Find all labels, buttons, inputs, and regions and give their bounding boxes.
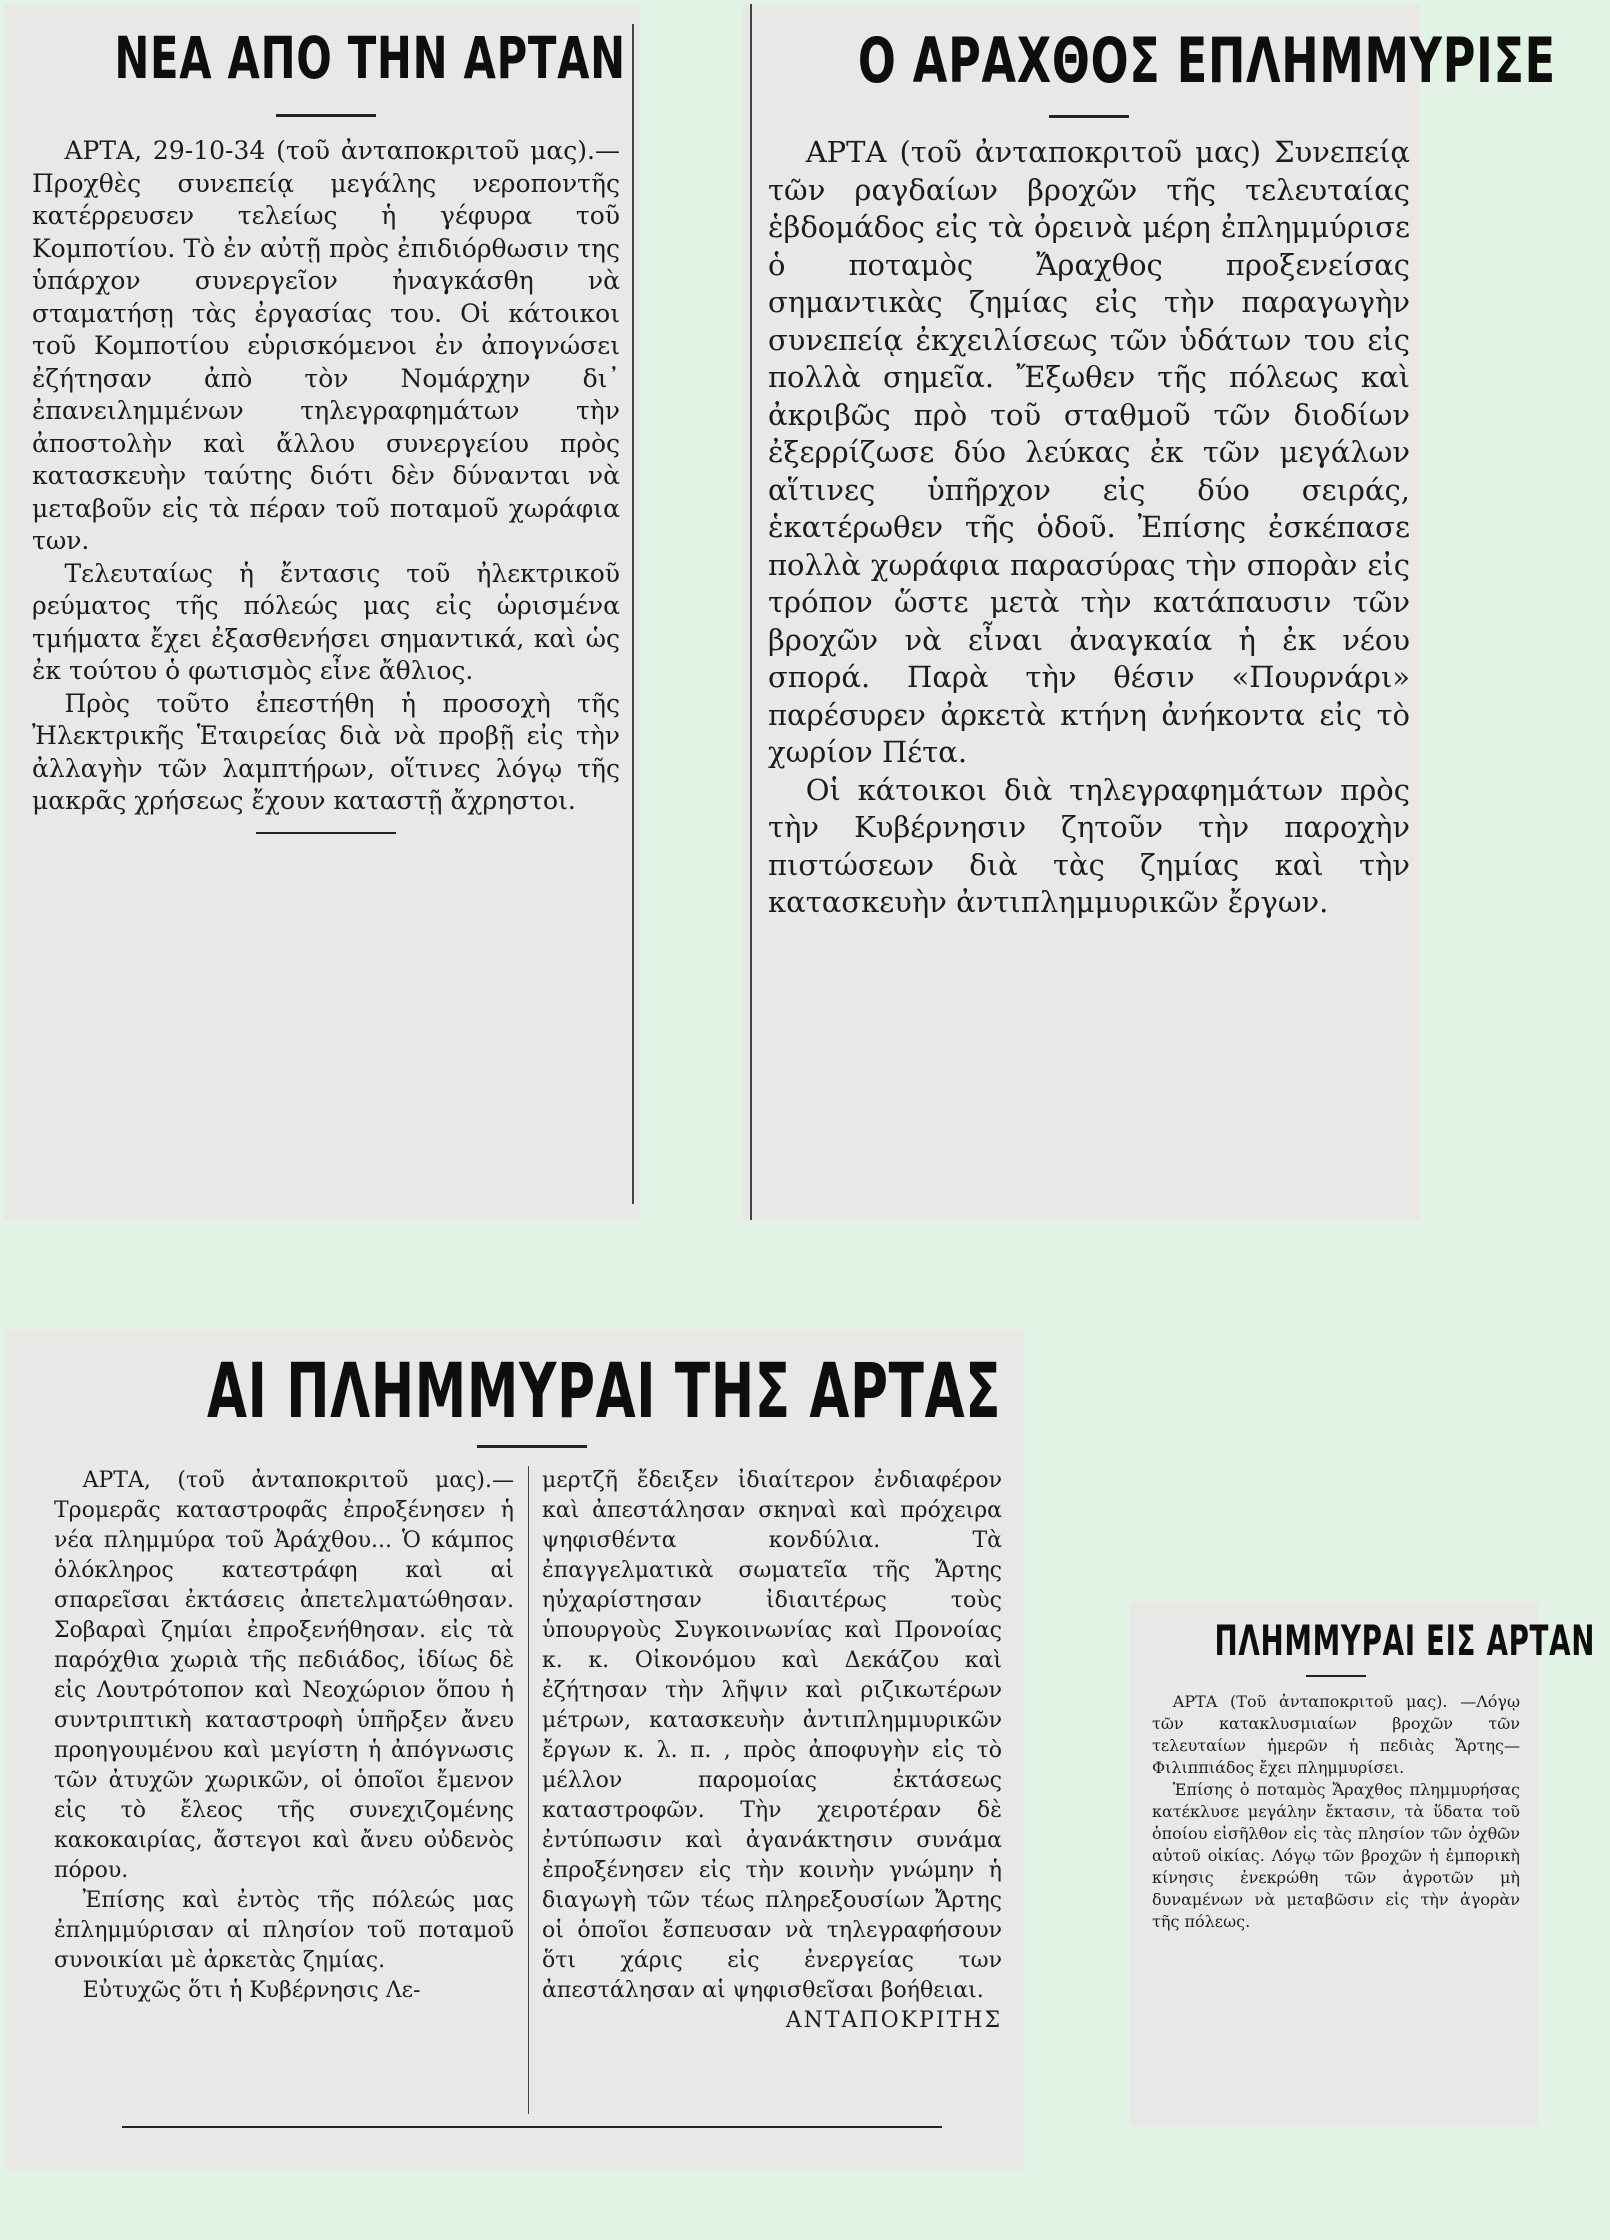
headline-rule bbox=[1306, 1675, 1366, 1677]
headline-floods-of-arta: ΑΙ ΠΛΗΜΜΥΡΑΙ ΤΗΣ ΑΡΤΑΣ bbox=[206, 1346, 1002, 1435]
clipping-arachthos-flooded bbox=[742, 4, 1556, 1220]
headline-rule bbox=[1049, 115, 1129, 118]
column-divider bbox=[750, 4, 752, 1220]
article-paragraph: ΑΡΤΑ (Τοῦ ἀνταποκριτοῦ μας). —Λόγῳ τῶν κατακλυσμιαίων βροχῶν τῶν τελευταίων ἡμερῶν ἡ πεδιὰς Ἄρτης—Φιλιππιάδος ἔχει πλημμυρίσει. bbox=[1152, 1692, 1520, 1777]
column-divider bbox=[528, 1466, 529, 2114]
article-paragraph: Ἐπίσης ὁ ποταμὸς Ἄραχθος πλημμυρήσας κατέκλυσε μεγάλην ἔκτασιν, τὰ ὕδατα τοῦ ὁποίου εἰσῆλθον εἰς τὰς πλησίον τῶν ὀχθῶν αὐτοῦ οἰκίας. Λόγῳ τῶν βροχῶν ἡ ἐμπορικὴ κίνησις ἐνεκρώθη τῶν ἀγροτῶν μὴ δυναμένων νὰ μεταβῶσιν εἰς τὴν ἀγορὰν τῆς πόλεως. bbox=[1152, 1780, 1520, 1931]
clipping-arta-news bbox=[4, 4, 640, 1220]
headline-arachthos-flooded: Ο ΑΡΑΧΘΟΣ ΕΠΛΗΜΜΥΡΙΣΕ bbox=[857, 24, 1556, 97]
end-rule bbox=[122, 2126, 942, 2128]
end-rule bbox=[256, 832, 396, 834]
clipping-floods-in-arta bbox=[1130, 1602, 1596, 2126]
signature: ΑΝΤΑΠΟΚΡΙΤΗΣ bbox=[785, 2008, 1002, 2033]
headline-arta-news: ΝΕΑ ΑΠΟ ΤΗΝ ΑΡΤΑΝ bbox=[114, 24, 626, 92]
article-paragraph: Πρὸς τοῦτο ἐπεστήθη ἡ προσοχὴ τῆς Ἠλεκτρικῆς Ἑταιρείας διὰ νὰ προβῇ εἰς τὴν ἀλλαγὴν τῶν λαμπτήρων, οἵτινες λόγῳ τῆς μακρᾶς χρήσεως ἔχουν καταστῇ ἄχρηστοι. bbox=[32, 688, 620, 815]
clipping-floods-of-arta bbox=[4, 1330, 1024, 2170]
article-paragraph: Τελευταίως ἡ ἔντασις τοῦ ἠλεκτρικοῦ ρεύματος τῆς πόλεώς μας εἰς ὡρισμένα τμήματα ἔχει ἐξασθενήσει σημαντικά, καὶ ὡς ἐκ τούτου ὁ φωτισμὸς εἶνε ἄθλιος. bbox=[32, 558, 620, 685]
headline-rule bbox=[477, 1445, 587, 1448]
article-paragraph: Οἱ κάτοικοι διὰ τηλεγραφημάτων πρὸς τὴν Κυβέρνησιν ζητοῦν τὴν παροχὴν πιστώσεων διὰ τὰς ζημίας καὶ τὴν κατασκευὴν ἀντιπλημμυρικῶν ἔργων. bbox=[768, 772, 1410, 919]
article-paragraph: ΑΡΤΑ, (τοῦ ἀνταποκριτοῦ μας).— Τρομερᾶς καταστροφᾶς ἐπροξένησεν ἡ νέα πλημμύρα τοῦ Ἀράχθου... Ὁ κάμπος ὁλόκληρος κατεστράφη καὶ αἱ σπαρεῖσαι ἐκτάσεις ἀπετελματώθησαν. Σοβαραὶ ζημίαι ἐπροξενήθησαν. εἰς τὰ παρόχθια χωριὰ τῆς πεδιάδος, ἰδίως δὲ εἰς Λουτρότοπον καὶ Νεοχώριον ὅπου ἡ συντριπτικὴ καταστροφὴ ὑπῆρξεν ἄνευ προηγουμένου καὶ μεγίστη ἡ ἀπόγνωσις τῶν ἀτυχῶν χωρικῶν, οἱ ὁποῖοι ἔμενον εἰς τὸ ἔλεος τῆς συνεχιζομένης κακοκαιρίας, ἄστεγοι καὶ ἄνευ οὐδενὸς πόρου. bbox=[54, 1468, 514, 1883]
article-paragraph: ΑΡΤΑ, 29-10-34 (τοῦ ἀνταποκριτοῦ μας).—Προχθὲς συνεπείᾳ μεγάλης νεροποντῆς κατέρρευσεν τελείως ἡ γέφυρα τοῦ Κομποτίου. Τὸ ἐν αὐτῇ πρὸς ἐπιδιόρθωσιν της ὑπάρχον συνεργεῖον ἠναγκάσθη νὰ σταματήσῃ τὰς ἐργασίας του. Οἱ κάτοικοι τοῦ Κομποτίου εὑρισκόμενοι ἐν ἀπογνώσει ἐζήτησαν ἀπὸ τὸν Νομάρχην δι᾽ ἐπανειλημμένων τηλεγραφημάτων τὴν ἀποστολὴν καὶ ἄλλου συνεργείου πρὸς κατασκευὴν ταύτης διότι δὲν δύνανται νὰ μεταβοῦν εἰς τὰ πέραν τοῦ ποταμοῦ χωράφια των. bbox=[32, 136, 620, 555]
article-columns bbox=[54, 1466, 1010, 2126]
article-paragraph: Εὐτυχῶς ὅτι ἡ Κυβέρνησις Λε- bbox=[82, 1978, 421, 2003]
article-column-left bbox=[54, 1466, 514, 2126]
article-paragraph: ΑΡΤΑ (τοῦ ἀνταποκριτοῦ μας) Συνεπείᾳ τῶν ραγδαίων βροχῶν τῆς τελευταίας ἑβδομάδος εἰς τὰ ὀρεινὰ μέρη ἐπλημμύρισε ὁ ποταμὸς Ἄραχθος προξενείσας σημαντικὰς ζημίας εἰς τὴν παραγωγὴν συνεπείᾳ ἐκχειλίσεως τῶν ὑδάτων του εἰς πολλὰ σημεῖα. Ἔξωθεν τῆς πόλεως καὶ ἀκριβῶς πρὸ τοῦ σταθμοῦ τῶν διοδίων ἐξερρίζωσε δύο λεύκας ἐκ τῶν μεγάλων αἵτινες ὑπῆρχον εἰς δύο σειράς, ἑκατέρωθεν τῆς ὁδοῦ. Ἐπίσης ἐσκέπασε πολλὰ χωράφια παρασύρας τὴν σπορὰν εἰς τρόπον ὥστε μετὰ τὴν κατάπαυσιν τῶν βροχῶν νὰ εἶναι ἀναγκαία ἡ ἐκ νέου σπορά. Παρὰ τὴν θέσιν «Πουρνάρι» παρέσυρεν ἀρκετὰ κτήνη ἀνήκοντα εἰς τὸ χωρίον Πέτα. bbox=[768, 135, 1410, 769]
headline-floods-in-arta: ΠΛΗΜΜΥΡΑΙ ΕΙΣ ΑΡΤΑΝ bbox=[1214, 1616, 1596, 1665]
headline-rule bbox=[276, 114, 376, 117]
article-paragraph: μερτζῆ ἔδειξεν ἰδιαίτερον ἐνδιαφέρον καὶ ἀπεστάλησαν σκηναὶ καὶ πρόχειρα ψηφισθέντα κονδύλια. Τὰ ἐπαγγελματικὰ σωματεῖα τῆς Ἄρτης ηὐχαρίστησαν ἰδιαιτέρως τοὺς ὑπουργοὺς Συγκοινωνίας καὶ Προνοίας κ. κ. Οἰκονόμου καὶ Δεκάζου καὶ ἐζήτησαν τὴν λῆψιν καὶ ριζικωτέρων μέτρων, κατασκευὴν ἀντιπλημμυρικῶν ἔργων κ. λ. π. , πρὸς ἀποφυγὴν εἰς τὸ μέλλον παρομοίας ἐκτάσεως καταστροφῶν. Τὴν χειροτέραν δὲ ἐντύπωσιν καὶ ἀγανάκτησιν συνάμα ἐπροξένησεν εἰς τὴν κοινὴν γνώμην ἡ διαγωγὴ τῶν τέως πληρεξουσίων Ἄρτης οἱ ὁποῖοι ἔσπευσαν νὰ τηλεγραφήσουν ὅτι χάρις εἰς ἐνεργείας των ἀπεστάλησαν αἱ ψηφισθεῖσαι βοήθειαι. bbox=[542, 1468, 1002, 2003]
article-paragraph: Ἐπίσης καὶ ἐντὸς τῆς πόλεώς μας ἐπλημμύρισαν αἱ πλησίον τοῦ ποταμοῦ συνοικίαι μὲ ἀρκετὰς ζημίας. bbox=[54, 1888, 514, 1973]
article-column-right bbox=[542, 1466, 1002, 2126]
column-divider bbox=[632, 24, 634, 1204]
